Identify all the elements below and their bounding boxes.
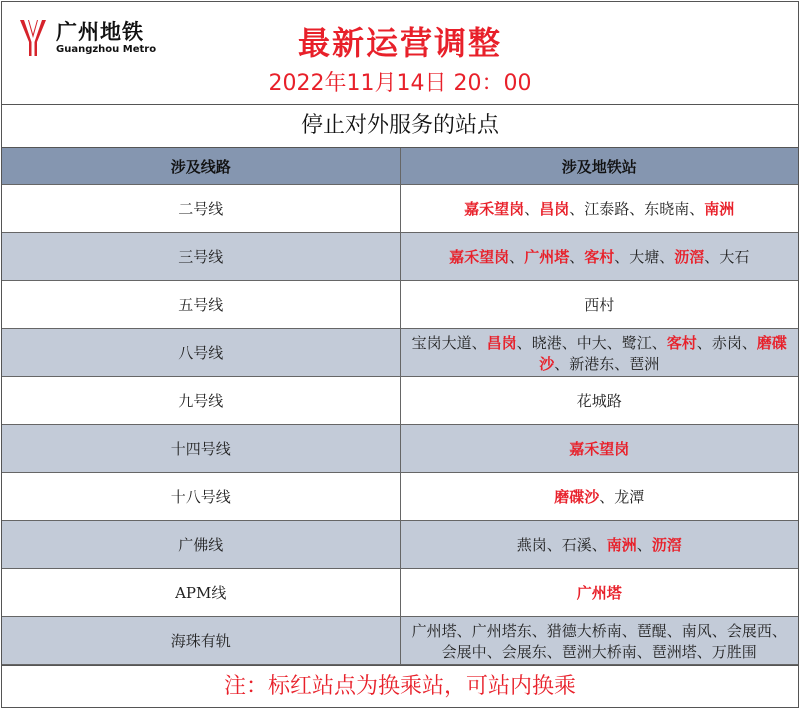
- station-separator: 、: [651, 333, 667, 352]
- station-name: 广州塔东: [471, 621, 532, 640]
- section-title: 停止对外服务的站点: [2, 105, 798, 148]
- stations-cell: [400, 473, 798, 521]
- notice-datetime: 2022年11月14日 20：00: [268, 71, 532, 96]
- station-name: 广州塔: [411, 621, 457, 640]
- station-name: 琶洲塔: [651, 642, 697, 661]
- footer-note: 注：标红站点为换乘站，可站内换乘: [2, 665, 798, 708]
- station-separator: 、: [456, 621, 472, 640]
- station-separator: 、: [561, 333, 577, 352]
- station-name: 琶洲大桥南: [561, 642, 637, 661]
- station-separator: 、: [629, 200, 645, 218]
- station-separator: 、: [554, 354, 570, 373]
- line-name-cell: 十八号线: [2, 473, 400, 521]
- line-name-cell: 十四号线: [2, 425, 400, 473]
- station-separator: 、: [524, 200, 540, 218]
- stations-cell: [400, 617, 798, 665]
- station-separator: 、: [711, 621, 727, 640]
- station-name: 中大: [576, 333, 607, 352]
- table-row: [2, 473, 798, 521]
- station-separator: 、: [741, 333, 757, 352]
- table-row: [2, 425, 798, 473]
- station-name: 会展中: [441, 642, 487, 661]
- station-separator: 、: [659, 248, 675, 266]
- stations-cell: [400, 329, 798, 377]
- station-separator: 、: [471, 333, 487, 352]
- table-row: [2, 233, 798, 281]
- station-name: 会展西: [726, 621, 772, 640]
- station-name: 琶醍: [636, 621, 667, 640]
- station-name: 龙潭: [614, 488, 645, 506]
- station-separator: 、: [546, 642, 562, 661]
- station-separator: 、: [636, 536, 652, 554]
- table-row: [2, 281, 798, 329]
- transfer-station-name: 嘉禾望岗: [449, 248, 510, 266]
- transfer-station-name: 客村: [666, 333, 697, 352]
- station-separator: 、: [689, 200, 705, 218]
- table-row: [2, 617, 798, 665]
- stations-cell: [400, 377, 798, 425]
- transfer-station-name: 沥滘: [651, 536, 682, 554]
- station-name: 新港东: [569, 354, 615, 373]
- station-separator: 、: [614, 248, 630, 266]
- line-name-cell: 八号线: [2, 329, 400, 377]
- station-name: 江泰路: [584, 200, 630, 218]
- table-body: [2, 185, 798, 665]
- station-name: 花城路: [576, 392, 622, 410]
- station-separator: 、: [696, 333, 712, 352]
- station-name: 万胜围: [711, 642, 757, 661]
- line-name-cell: 五号线: [2, 281, 400, 329]
- logo-name-cn: 广州地铁: [56, 20, 144, 44]
- logo-name-en: Guangzhou Metro: [56, 44, 157, 55]
- station-separator: 、: [509, 248, 525, 266]
- station-name: 燕岗: [516, 536, 547, 554]
- transfer-station-name: 广州塔: [576, 584, 622, 602]
- station-separator: 、: [486, 642, 502, 661]
- transfer-station-name: 南洲: [704, 200, 735, 218]
- transfer-station-name: 广州塔: [524, 248, 570, 266]
- transfer-station-name: 客村: [584, 248, 615, 266]
- table-header-row: [2, 148, 798, 185]
- transfer-station-name: 南洲: [606, 536, 637, 554]
- transfer-station-name: 昌岗: [539, 200, 570, 218]
- station-separator: 、: [531, 621, 547, 640]
- station-name: 琶洲: [629, 354, 660, 373]
- stations-cell: [400, 233, 798, 281]
- station-name: 石溪: [561, 536, 592, 554]
- station-name: 大塘: [629, 248, 660, 266]
- station-separator: 、: [569, 248, 585, 266]
- station-separator: 、: [599, 488, 615, 506]
- transfer-station-name: 嘉禾望岗: [569, 440, 630, 458]
- station-name: 晓港: [531, 333, 562, 352]
- line-name-cell: 广佛线: [2, 521, 400, 569]
- line-name-cell: 二号线: [2, 185, 400, 233]
- table-row: [2, 569, 798, 617]
- table-row: [2, 329, 798, 377]
- stations-cell: [400, 569, 798, 617]
- station-separator: 、: [516, 333, 532, 352]
- line-name-cell: 三号线: [2, 233, 400, 281]
- station-separator: 、: [606, 333, 622, 352]
- notice-sheet: [1, 1, 799, 708]
- station-separator: 、: [636, 642, 652, 661]
- table-row: [2, 377, 798, 425]
- station-name: 东晓南: [644, 200, 690, 218]
- stations-cell: [400, 425, 798, 473]
- station-name: 大石: [719, 248, 750, 266]
- station-separator: 、: [696, 642, 712, 661]
- table-row: [2, 521, 798, 569]
- station-name: 南风: [681, 621, 712, 640]
- transfer-station-name: 沥滘: [674, 248, 705, 266]
- closed-stations-table: [2, 148, 798, 665]
- line-name-cell: APM线: [2, 569, 400, 617]
- header: [2, 2, 798, 105]
- stations-cell: [400, 521, 798, 569]
- station-name: 会展东: [501, 642, 547, 661]
- column-header-stations: 涉及地铁站: [400, 148, 798, 185]
- stations-cell: [400, 281, 798, 329]
- line-name-cell: 九号线: [2, 377, 400, 425]
- transfer-station-name: 磨碟沙: [539, 333, 787, 373]
- page-title: 最新运营调整: [297, 24, 502, 62]
- station-separator: 、: [614, 354, 630, 373]
- station-separator: 、: [704, 248, 720, 266]
- transfer-station-name: 昌岗: [486, 333, 517, 352]
- column-header-line: 涉及线路: [2, 148, 400, 185]
- station-separator: 、: [771, 621, 787, 640]
- station-separator: 、: [591, 536, 607, 554]
- station-name: 鹭江: [621, 333, 652, 352]
- station-name: 猎德大桥南: [546, 621, 622, 640]
- transfer-station-name: 磨碟沙: [554, 488, 600, 506]
- station-name: 赤岗: [711, 333, 742, 352]
- station-separator: 、: [569, 200, 585, 218]
- line-name-cell: 海珠有轨: [2, 617, 400, 665]
- station-separator: 、: [621, 621, 637, 640]
- station-name: 宝岗大道: [411, 333, 472, 352]
- transfer-station-name: 嘉禾望岗: [464, 200, 525, 218]
- stations-cell: [400, 185, 798, 233]
- station-name: 西村: [584, 296, 615, 314]
- table-row: [2, 185, 798, 233]
- station-separator: 、: [546, 536, 562, 554]
- station-separator: 、: [666, 621, 682, 640]
